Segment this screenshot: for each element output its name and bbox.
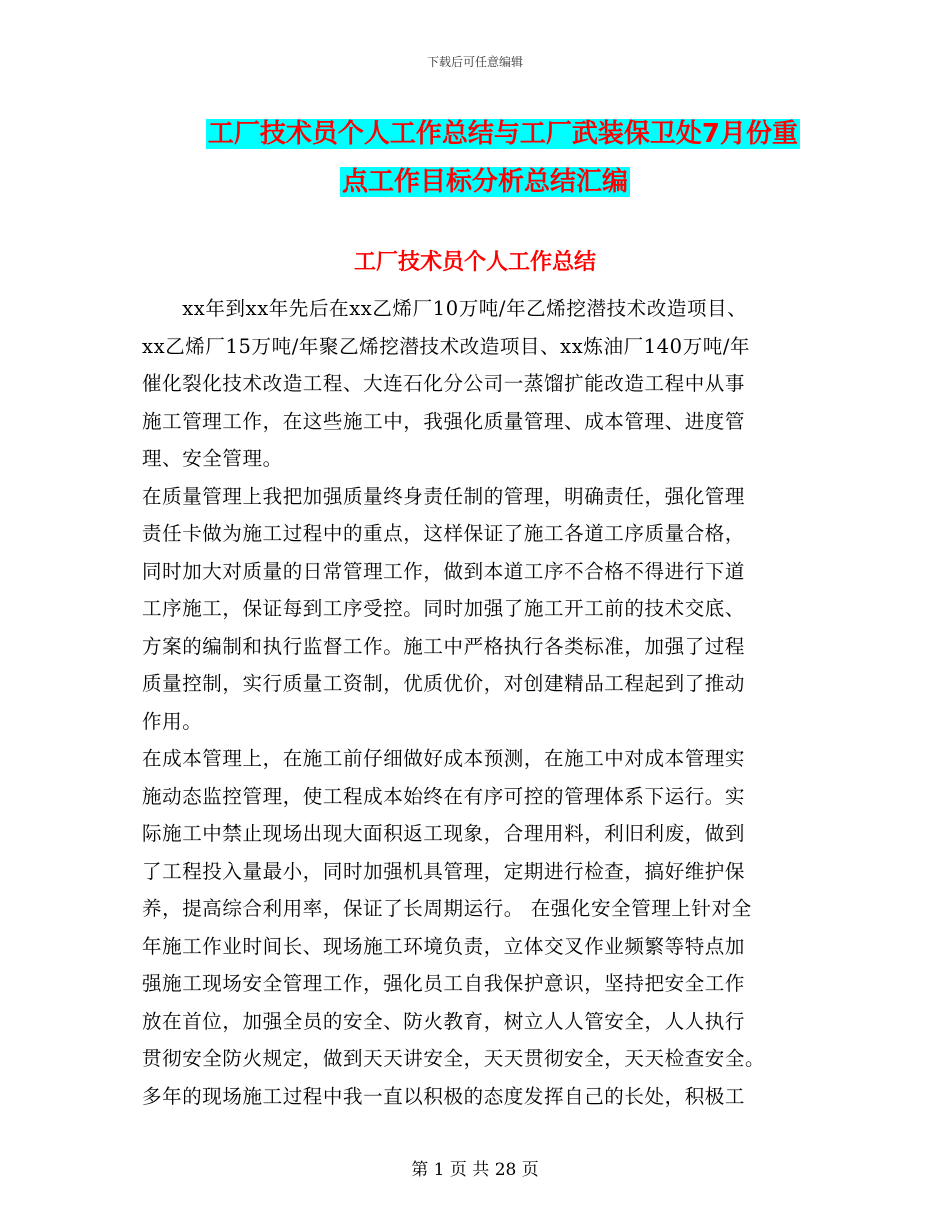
body-line: 施动态监控管理，使工程成本始终在有序可控的管理体系下运行。实 — [142, 784, 746, 808]
body-text — [142, 290, 810, 1115]
page-footer: 第 1 页 共 28 页 — [411, 1160, 539, 1180]
body-line: 作用。 — [142, 709, 203, 733]
body-line: 催化裂化技术改造工程、大连石化分公司一蒸馏扩能改造工程中从事 — [142, 372, 746, 395]
body-line: 养，提高综合利用率，保证了长周期运行。 在强化安全管理上针对全 — [142, 897, 752, 920]
title-line-2 — [150, 158, 840, 206]
title-line-2-text: 点工作目标分析总结汇编 — [341, 167, 628, 197]
document-title — [150, 110, 840, 206]
body-line: 年施工作业时间长、现场施工环境负责，立体交叉作业频繁等特点加 — [142, 934, 746, 958]
body-line: 放在首位，加强全员的安全、防火教育，树立人人管安全，人人执行 — [142, 1009, 746, 1033]
body-line: xx年到xx年先后在xx乙烯厂10万吨/年乙烯挖潜技术改造项目、 — [142, 297, 748, 320]
body-line: 际施工中禁止现场出现大面积返工现象，合理用料，利旧利废，做到 — [142, 822, 746, 845]
section-title: 工厂技术员个人工作总结 — [353, 250, 596, 275]
body-line: 方案的编制和执行监督工作。施工中严格执行各类标准，加强了过程 — [142, 634, 746, 658]
body-line: 强施工现场安全管理工作，强化员工自我保护意识，坚持把安全工作 — [142, 972, 746, 995]
body-line: 在成本管理上，在施工前仔细做好成本预测，在施工中对成本管理实 — [142, 747, 746, 770]
body-line: 理、安全管理。 — [142, 447, 283, 470]
body-line: 贯彻安全防火规定，做到天天讲安全，天天贯彻安全，天天检查安全。 — [142, 1047, 766, 1070]
body-line: 了工程投入量最小，同时加强机具管理，定期进行检查，搞好维护保 — [142, 859, 746, 883]
body-line: 施工管理工作，在这些施工中，我强化质量管理、成本管理、进度管 — [142, 409, 746, 433]
body-line: 多年的现场施工过程中我一直以积极的态度发挥自己的长处，积极工 — [142, 1084, 746, 1108]
body-line: 在质量管理上我把加强质量终身责任制的管理，明确责任，强化管理 — [142, 484, 746, 508]
header-note: 下载后可任意编辑 — [426, 55, 523, 69]
title-line-1 — [150, 110, 840, 158]
body-line: 责任卡做为施工过程中的重点，这样保证了施工各道工序质量合格， — [142, 522, 746, 545]
body-line: 质量控制，实行质量工资制，优质优价，对创建精品工程起到了推动 — [142, 672, 746, 695]
body-line: 工序施工，保证每到工序受控。同时加强了施工开工前的技术交底、 — [142, 597, 746, 620]
title-line-1-text: 工厂技术员个人工作总结与工厂武装保卫处7月份重 — [207, 119, 798, 149]
body-line: xx乙烯厂15万吨/年聚乙烯挖潜技术改造项目、xx炼油厂140万吨/年 — [142, 334, 751, 358]
body-line: 同时加大对质量的日常管理工作，做到本道工序不合格不得进行下道 — [142, 559, 746, 583]
